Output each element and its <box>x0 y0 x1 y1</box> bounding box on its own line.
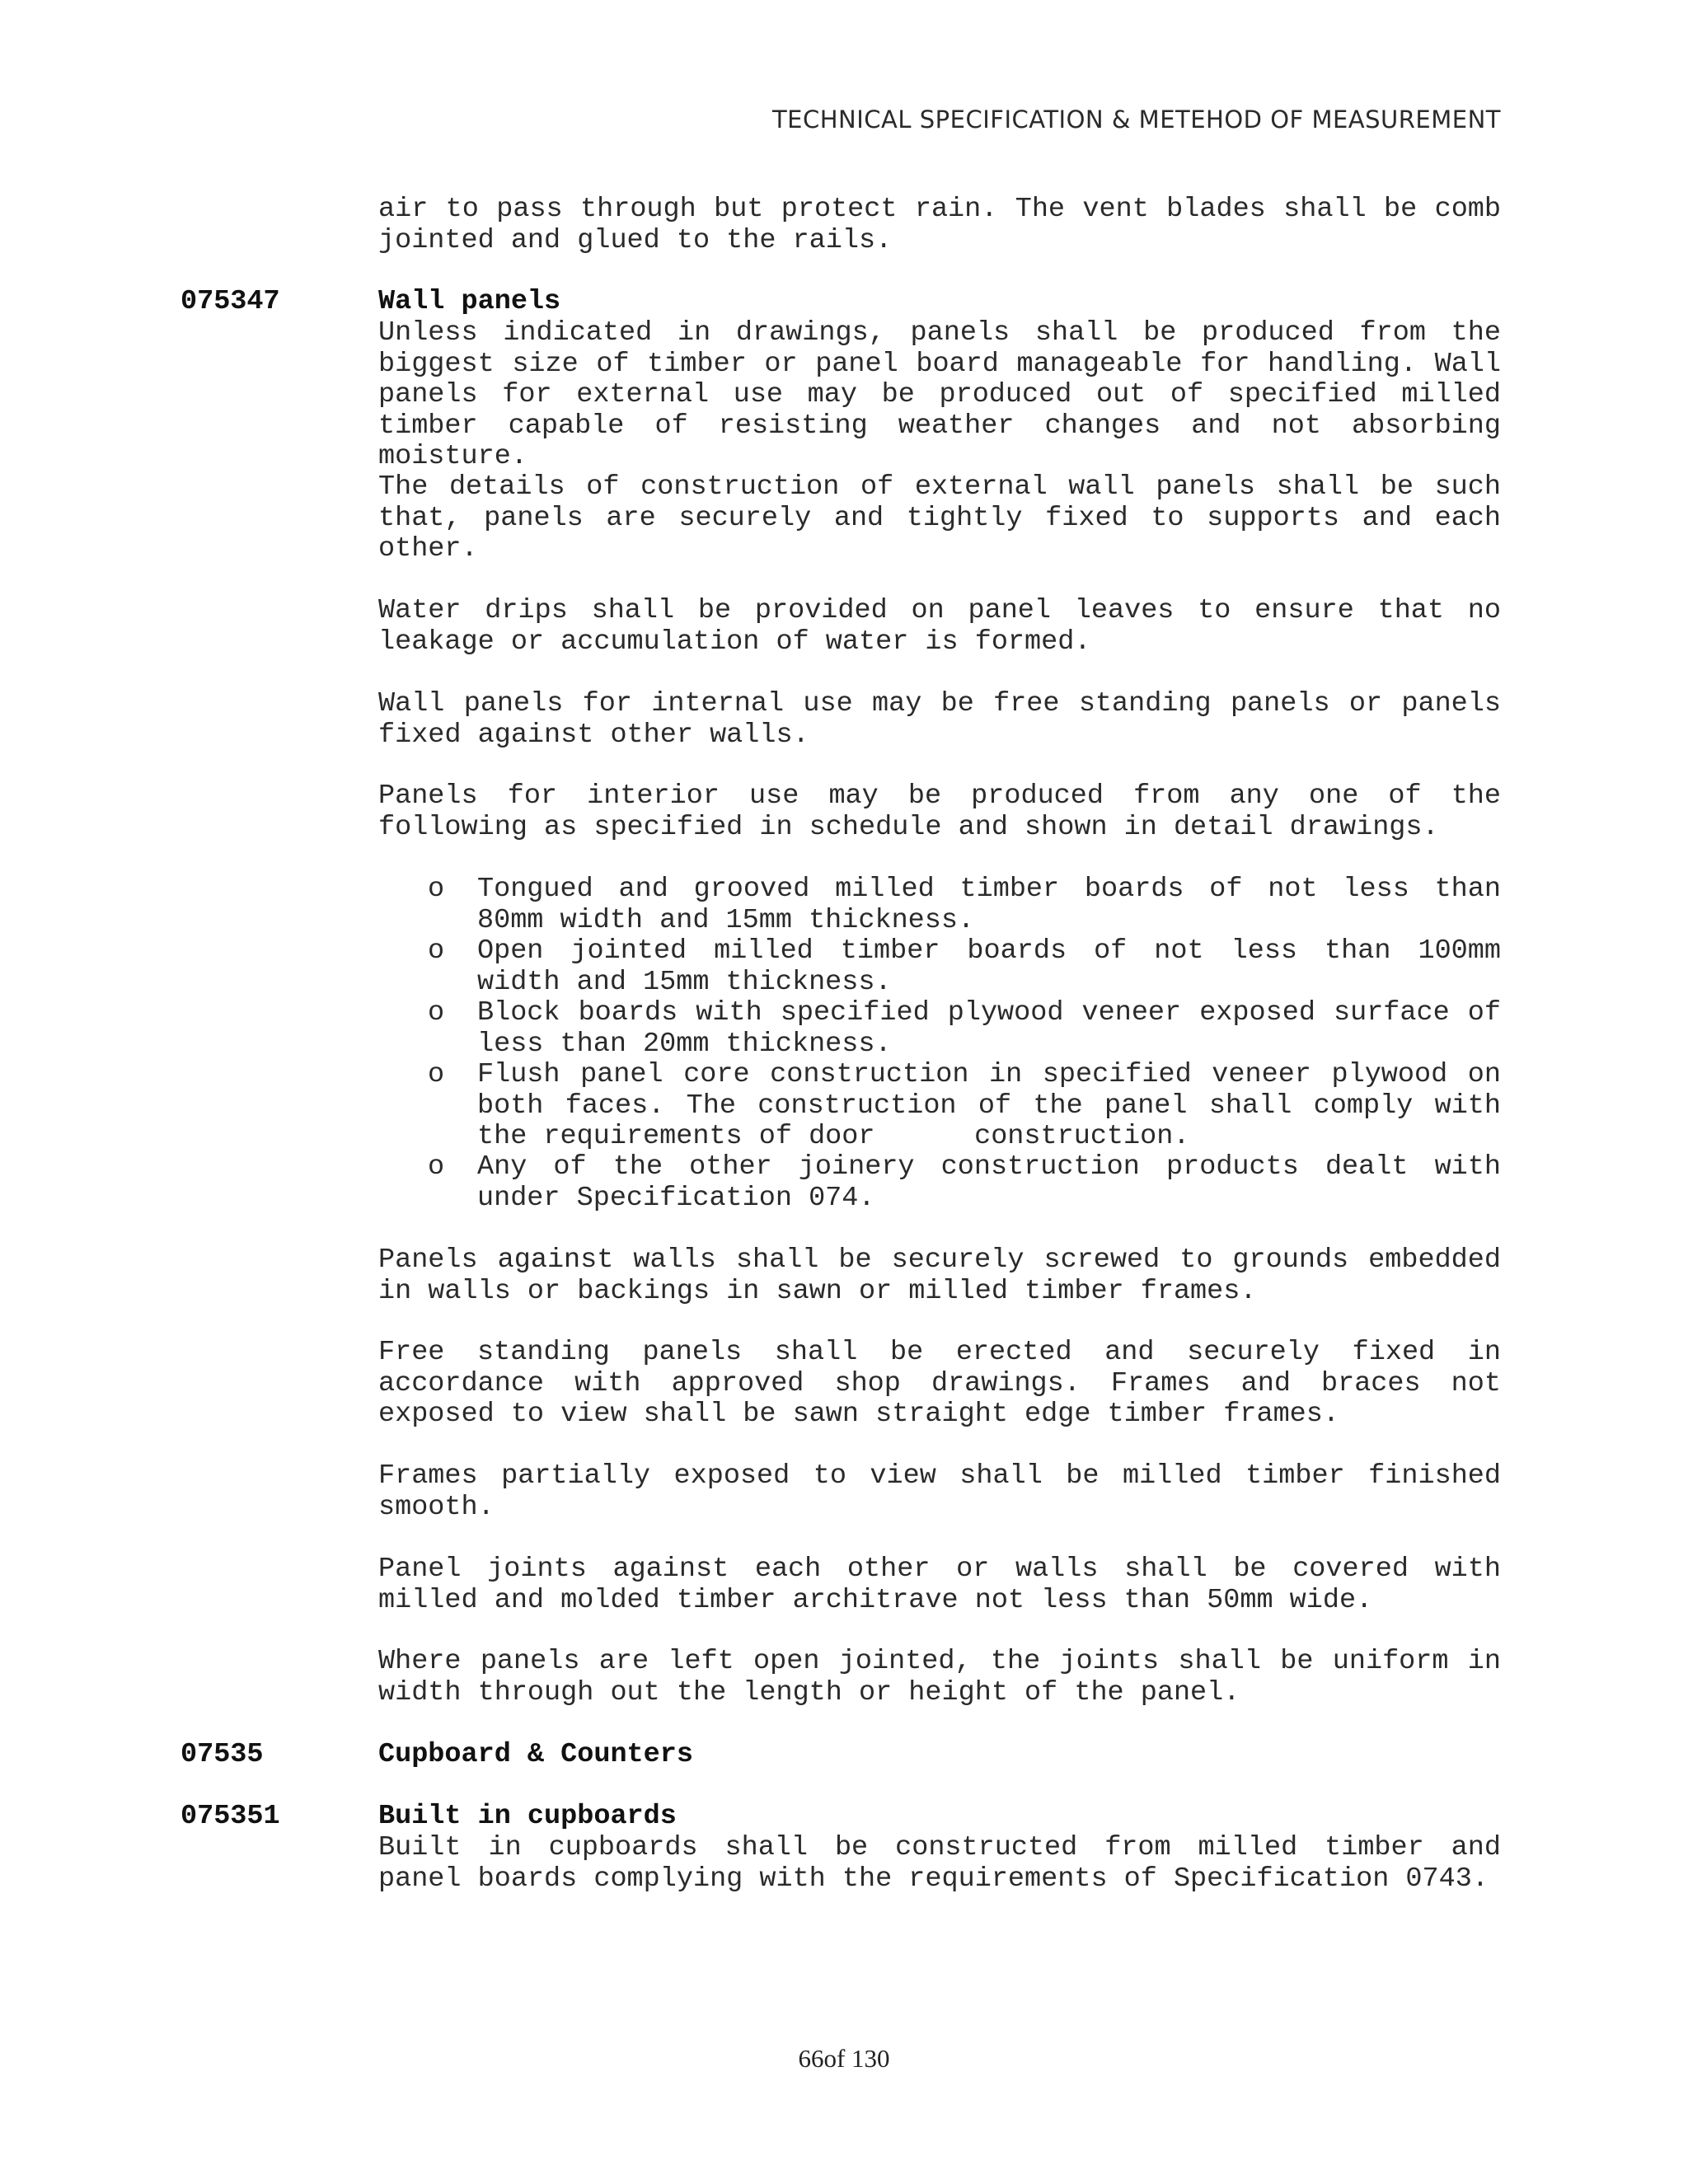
section-code-075347: 075347 <box>181 286 280 317</box>
bullet-marker: o <box>428 1151 445 1183</box>
wall-panels-paragraph-9: Panel joints against each other or walls shall be covered with milled and molded timber architrave not less than 50mm wide. <box>378 1554 1501 1616</box>
list-item-text: Block boards with specified plywood veneer exposed surface of less than 20mm thickness. <box>477 997 1501 1060</box>
wall-panels-paragraph-2: The details of construction of external wall panels shall be such that, panels are securely and tightly fixed to supports and each other. <box>378 471 1501 565</box>
section-code-075351: 075351 <box>181 1801 280 1832</box>
list-item-text: Tongued and grooved milled timber boards of not less than 80mm width and 15mm thickness. <box>477 874 1501 936</box>
wall-panels-paragraph-6: Panels against walls shall be securely screwed to grounds embedded in walls or backings in sawn or milled timber frames. <box>378 1244 1501 1307</box>
section-heading-wall-panels: Wall panels <box>378 286 561 317</box>
bullet-marker: o <box>428 997 445 1029</box>
page-number: 66of 130 <box>798 2044 890 2073</box>
list-item-text: Flush panel core construction in specified veneer plywood on both faces. The construction of the panel shall comply with the requirements of door construction. <box>477 1059 1518 1152</box>
wall-panels-paragraph-7: Free standing panels shall be erected and securely fixed in accordance with approved shop drawings. Frames and braces not exposed to view shall be sawn straight edge timber frames. <box>378 1337 1501 1430</box>
built-in-cupboards-paragraph-1: Built in cupboards shall be constructed from milled timber and panel boards complying with the requirements of Specification 0743. <box>378 1832 1501 1895</box>
wall-panels-paragraph-5: Panels for interior use may be produced from any one of the following as specified in schedule and shown in detail drawings. <box>378 780 1501 843</box>
section-code-07535: 07535 <box>181 1739 264 1770</box>
section-heading-built-in-cupboards: Built in cupboards <box>378 1801 677 1832</box>
intro-paragraph: air to pass through but protect rain. The vent blades shall be comb jointed and glued to the rails. <box>378 194 1501 256</box>
list-item-text: Any of the other joinery construction products dealt with under Specification 074. <box>477 1151 1501 1214</box>
wall-panels-paragraph-10: Where panels are left open jointed, the joints shall be uniform in width through out the length or height of the panel. <box>378 1646 1501 1708</box>
section-heading-cupboard-counters: Cupboard & Counters <box>378 1739 693 1770</box>
document-header-title: TECHNICAL SPECIFICATION & METEHOD OF MEASUREMENT <box>771 105 1501 134</box>
wall-panels-paragraph-4: Wall panels for internal use may be free standing panels or panels fixed against other walls. <box>378 688 1501 751</box>
bullet-marker: o <box>428 935 445 967</box>
bullet-marker: o <box>428 1059 445 1090</box>
bullet-marker: o <box>428 874 445 905</box>
wall-panels-paragraph-8: Frames partially exposed to view shall be milled timber finished smooth. <box>378 1460 1501 1523</box>
list-item-text: Open jointed milled timber boards of not less than 100mm width and 15mm thickness. <box>477 935 1501 998</box>
wall-panels-paragraph-1: Unless indicated in drawings, panels shall be produced from the biggest size of timber or panel board manageable for handling. Wall panels for external use may be produced out of specified milled timber capable of resisting weather changes and not absorbing moisture. <box>378 317 1501 472</box>
wall-panels-paragraph-3: Water drips shall be provided on panel leaves to ensure that no leakage or accumulation of water is formed. <box>378 595 1501 658</box>
